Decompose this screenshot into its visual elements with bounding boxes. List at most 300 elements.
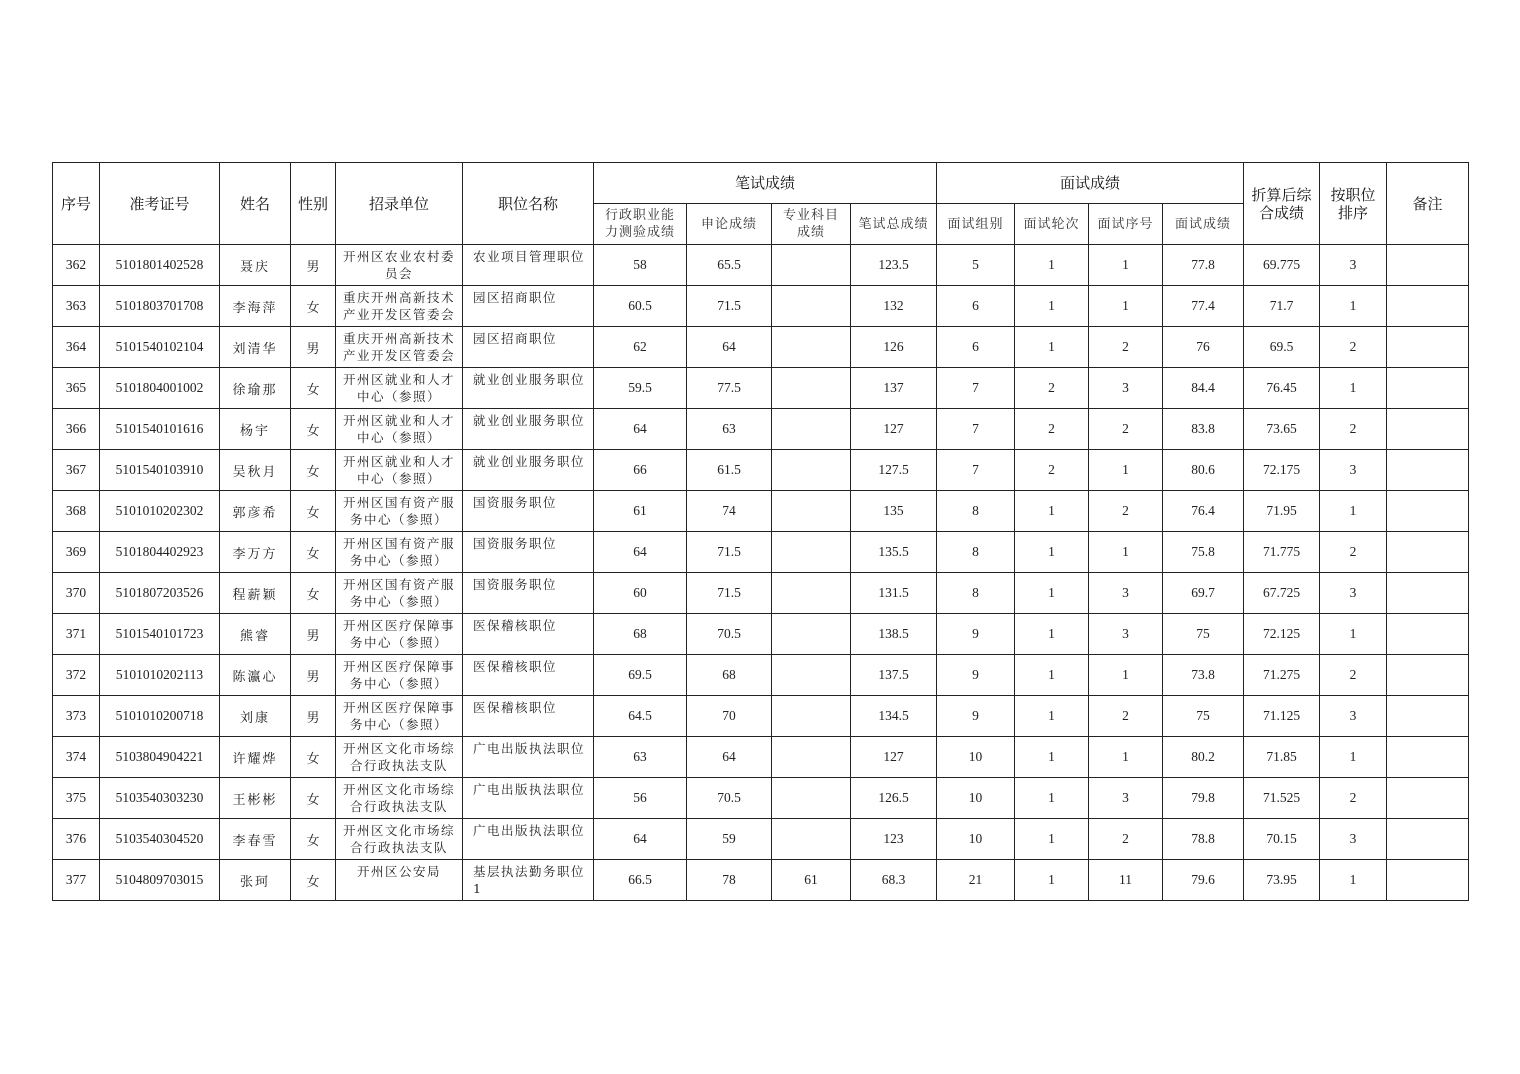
cell-position — [463, 696, 594, 737]
cell-position — [463, 368, 594, 409]
cell-shenlun: 70.5 — [687, 778, 772, 819]
header-exam-id: 准考证号 — [100, 163, 220, 245]
cell-shenlun: 63 — [687, 409, 772, 450]
cell-shenlun: 71.5 — [687, 286, 772, 327]
cell-xingce: 64 — [594, 532, 687, 573]
cell-xingce: 61 — [594, 491, 687, 532]
cell-interview-group: 10 — [937, 819, 1015, 860]
cell-gender: 女 — [291, 409, 336, 450]
cell-shenlun: 64 — [687, 737, 772, 778]
cell-interview-round: 1 — [1015, 860, 1089, 901]
cell-seq: 364 — [53, 327, 100, 368]
cell-interview-order: 1 — [1089, 286, 1163, 327]
header-interview-group: 面试成绩 — [937, 163, 1244, 204]
cell-interview-order: 3 — [1089, 368, 1163, 409]
cell-name: 陈瀛心 — [220, 655, 291, 696]
cell-interview-round: 1 — [1015, 532, 1089, 573]
header-interview-round: 面试轮次 — [1015, 204, 1089, 245]
header-position: 职位名称 — [463, 163, 594, 245]
cell-composite: 76.45 — [1244, 368, 1320, 409]
cell-interview-round: 1 — [1015, 614, 1089, 655]
cell-unit-text: 开州区公安局 — [356, 864, 441, 879]
cell-position-text: 就业创业服务职位 — [473, 454, 586, 469]
cell-exam-id: 5101540101723 — [100, 614, 220, 655]
cell-written-total: 138.5 — [851, 614, 937, 655]
header-interview-score: 面试成绩 — [1163, 204, 1244, 245]
cell-position-text: 国资服务职位 — [473, 495, 558, 510]
table-header — [53, 163, 1469, 245]
cell-zhuanye: 61 — [772, 860, 851, 901]
cell-unit-text: 开州区农业农村委员会 — [342, 249, 455, 281]
cell-rank: 1 — [1320, 860, 1387, 901]
cell-unit — [336, 614, 463, 655]
cell-position-text: 国资服务职位 — [473, 577, 558, 592]
header-seq: 序号 — [53, 163, 100, 245]
cell-remark — [1387, 696, 1469, 737]
cell-shenlun: 61.5 — [687, 450, 772, 491]
cell-interview-order: 2 — [1089, 327, 1163, 368]
cell-remark — [1387, 245, 1469, 286]
cell-interview-round: 1 — [1015, 819, 1089, 860]
cell-unit-text: 开州区国有资产服务中心（参照） — [342, 536, 455, 568]
cell-interview-order: 1 — [1089, 450, 1163, 491]
cell-exam-id: 5103540303230 — [100, 778, 220, 819]
cell-zhuanye — [772, 245, 851, 286]
cell-shenlun: 59 — [687, 819, 772, 860]
cell-written-total: 135.5 — [851, 532, 937, 573]
cell-zhuanye — [772, 409, 851, 450]
cell-interview-score: 84.4 — [1163, 368, 1244, 409]
cell-shenlun: 65.5 — [687, 245, 772, 286]
cell-rank: 3 — [1320, 245, 1387, 286]
cell-zhuanye — [772, 286, 851, 327]
cell-seq: 374 — [53, 737, 100, 778]
table-row — [53, 737, 1469, 778]
cell-remark — [1387, 860, 1469, 901]
cell-unit — [336, 491, 463, 532]
cell-interview-order: 1 — [1089, 532, 1163, 573]
cell-interview-group: 9 — [937, 655, 1015, 696]
header-written-total: 笔试总成绩 — [851, 204, 937, 245]
table-row — [53, 409, 1469, 450]
cell-interview-score: 77.4 — [1163, 286, 1244, 327]
cell-position — [463, 819, 594, 860]
header-remark: 备注 — [1387, 163, 1469, 245]
cell-composite: 71.525 — [1244, 778, 1320, 819]
table-row — [53, 327, 1469, 368]
cell-unit — [336, 696, 463, 737]
cell-exam-id: 5101803701708 — [100, 286, 220, 327]
cell-composite: 72.175 — [1244, 450, 1320, 491]
cell-position-text: 就业创业服务职位 — [473, 413, 586, 428]
cell-zhuanye — [772, 450, 851, 491]
cell-rank: 1 — [1320, 368, 1387, 409]
cell-written-total: 126 — [851, 327, 937, 368]
cell-seq: 372 — [53, 655, 100, 696]
cell-position — [463, 450, 594, 491]
cell-interview-score: 75 — [1163, 696, 1244, 737]
table-row — [53, 614, 1469, 655]
cell-gender: 女 — [291, 286, 336, 327]
cell-interview-order: 2 — [1089, 819, 1163, 860]
cell-position — [463, 860, 594, 901]
cell-shenlun: 71.5 — [687, 573, 772, 614]
cell-interview-group: 21 — [937, 860, 1015, 901]
cell-unit — [336, 573, 463, 614]
cell-written-total: 137.5 — [851, 655, 937, 696]
cell-exam-id: 5101801402528 — [100, 245, 220, 286]
cell-position-text: 医保稽核职位 — [473, 659, 558, 674]
cell-interview-score: 79.6 — [1163, 860, 1244, 901]
cell-rank: 1 — [1320, 491, 1387, 532]
cell-seq: 363 — [53, 286, 100, 327]
cell-unit-text: 开州区文化市场综合行政执法支队 — [342, 823, 455, 855]
cell-name: 程薪颖 — [220, 573, 291, 614]
header-rank: 按职位排序 — [1320, 163, 1387, 245]
cell-shenlun: 68 — [687, 655, 772, 696]
header-xingce: 行政职业能力测验成绩 — [594, 204, 687, 245]
cell-interview-order: 2 — [1089, 696, 1163, 737]
cell-gender: 男 — [291, 327, 336, 368]
cell-gender: 男 — [291, 614, 336, 655]
cell-name: 刘清华 — [220, 327, 291, 368]
cell-rank: 1 — [1320, 286, 1387, 327]
cell-unit — [336, 532, 463, 573]
header-composite: 折算后综合成绩 — [1244, 163, 1320, 245]
cell-remark — [1387, 819, 1469, 860]
cell-xingce: 69.5 — [594, 655, 687, 696]
cell-composite: 70.15 — [1244, 819, 1320, 860]
cell-remark — [1387, 737, 1469, 778]
cell-seq: 365 — [53, 368, 100, 409]
cell-exam-id: 5103804904221 — [100, 737, 220, 778]
cell-name: 王彬彬 — [220, 778, 291, 819]
cell-unit — [336, 655, 463, 696]
cell-unit — [336, 327, 463, 368]
cell-zhuanye — [772, 737, 851, 778]
cell-rank: 2 — [1320, 778, 1387, 819]
cell-remark — [1387, 614, 1469, 655]
cell-written-total: 123.5 — [851, 245, 937, 286]
cell-xingce: 59.5 — [594, 368, 687, 409]
header-unit: 招录单位 — [336, 163, 463, 245]
cell-name: 刘康 — [220, 696, 291, 737]
cell-interview-round: 2 — [1015, 368, 1089, 409]
cell-position — [463, 532, 594, 573]
cell-seq: 366 — [53, 409, 100, 450]
table-row — [53, 450, 1469, 491]
cell-composite: 69.5 — [1244, 327, 1320, 368]
cell-written-total: 132 — [851, 286, 937, 327]
cell-interview-score: 80.2 — [1163, 737, 1244, 778]
cell-shenlun: 70 — [687, 696, 772, 737]
cell-exam-id: 5101540102104 — [100, 327, 220, 368]
cell-position — [463, 327, 594, 368]
cell-interview-score: 69.7 — [1163, 573, 1244, 614]
cell-rank: 3 — [1320, 696, 1387, 737]
cell-composite: 69.775 — [1244, 245, 1320, 286]
cell-rank: 2 — [1320, 532, 1387, 573]
cell-seq: 371 — [53, 614, 100, 655]
cell-interview-group: 9 — [937, 696, 1015, 737]
cell-remark — [1387, 532, 1469, 573]
cell-interview-order: 3 — [1089, 614, 1163, 655]
cell-written-total: 127 — [851, 409, 937, 450]
header-gender: 性别 — [291, 163, 336, 245]
cell-gender: 女 — [291, 368, 336, 409]
cell-interview-group: 8 — [937, 491, 1015, 532]
cell-zhuanye — [772, 614, 851, 655]
cell-composite: 73.95 — [1244, 860, 1320, 901]
cell-interview-order: 1 — [1089, 245, 1163, 286]
cell-interview-group: 10 — [937, 778, 1015, 819]
cell-shenlun: 74 — [687, 491, 772, 532]
cell-unit-text: 开州区文化市场综合行政执法支队 — [342, 782, 455, 814]
cell-seq: 375 — [53, 778, 100, 819]
cell-composite: 71.95 — [1244, 491, 1320, 532]
cell-written-total: 126.5 — [851, 778, 937, 819]
cell-name: 张珂 — [220, 860, 291, 901]
cell-gender: 女 — [291, 737, 336, 778]
cell-interview-score: 83.8 — [1163, 409, 1244, 450]
cell-exam-id: 5101010200718 — [100, 696, 220, 737]
cell-unit — [336, 737, 463, 778]
table-row — [53, 860, 1469, 901]
cell-remark — [1387, 327, 1469, 368]
header-name: 姓名 — [220, 163, 291, 245]
cell-unit-text: 开州区国有资产服务中心（参照） — [342, 577, 455, 609]
cell-interview-order: 3 — [1089, 573, 1163, 614]
cell-interview-round: 2 — [1015, 450, 1089, 491]
cell-xingce: 64 — [594, 409, 687, 450]
cell-shenlun: 64 — [687, 327, 772, 368]
cell-position-text: 广电出版执法职位 — [473, 741, 586, 756]
cell-name: 聂庆 — [220, 245, 291, 286]
cell-remark — [1387, 286, 1469, 327]
cell-interview-order: 11 — [1089, 860, 1163, 901]
cell-xingce: 60.5 — [594, 286, 687, 327]
cell-seq: 376 — [53, 819, 100, 860]
cell-name: 李万方 — [220, 532, 291, 573]
cell-name: 许耀烨 — [220, 737, 291, 778]
cell-interview-group: 5 — [937, 245, 1015, 286]
cell-unit — [336, 409, 463, 450]
cell-remark — [1387, 778, 1469, 819]
cell-name: 徐瑜那 — [220, 368, 291, 409]
table-row — [53, 819, 1469, 860]
cell-interview-group: 6 — [937, 286, 1015, 327]
cell-zhuanye — [772, 368, 851, 409]
cell-exam-id: 5103540304520 — [100, 819, 220, 860]
cell-position — [463, 737, 594, 778]
cell-composite: 71.275 — [1244, 655, 1320, 696]
cell-exam-id: 5101540101616 — [100, 409, 220, 450]
cell-interview-score: 80.6 — [1163, 450, 1244, 491]
cell-interview-score: 75.8 — [1163, 532, 1244, 573]
cell-zhuanye — [772, 778, 851, 819]
cell-rank: 1 — [1320, 737, 1387, 778]
cell-unit — [336, 286, 463, 327]
cell-shenlun: 78 — [687, 860, 772, 901]
cell-position — [463, 778, 594, 819]
cell-interview-score: 75 — [1163, 614, 1244, 655]
cell-written-total: 68.3 — [851, 860, 937, 901]
cell-gender: 女 — [291, 532, 336, 573]
table-row — [53, 368, 1469, 409]
cell-name: 吴秋月 — [220, 450, 291, 491]
cell-unit — [336, 778, 463, 819]
cell-position — [463, 573, 594, 614]
cell-position-text: 园区招商职位 — [473, 290, 558, 305]
cell-xingce: 56 — [594, 778, 687, 819]
cell-unit-text: 开州区就业和人才中心（参照） — [342, 372, 455, 404]
cell-shenlun: 71.5 — [687, 532, 772, 573]
cell-interview-group: 8 — [937, 573, 1015, 614]
cell-gender: 女 — [291, 491, 336, 532]
cell-unit-text: 开州区就业和人才中心（参照） — [342, 413, 455, 445]
cell-gender: 男 — [291, 245, 336, 286]
cell-position-text: 就业创业服务职位 — [473, 372, 586, 387]
cell-written-total: 137 — [851, 368, 937, 409]
cell-gender: 女 — [291, 778, 336, 819]
cell-gender: 女 — [291, 819, 336, 860]
cell-unit-text: 开州区就业和人才中心（参照） — [342, 454, 455, 486]
cell-position — [463, 245, 594, 286]
cell-unit-text: 开州区医疗保障事务中心（参照） — [342, 659, 455, 691]
cell-written-total: 134.5 — [851, 696, 937, 737]
cell-rank: 2 — [1320, 327, 1387, 368]
cell-written-total: 131.5 — [851, 573, 937, 614]
cell-composite: 67.725 — [1244, 573, 1320, 614]
cell-exam-id: 5101807203526 — [100, 573, 220, 614]
cell-interview-group: 7 — [937, 450, 1015, 491]
cell-zhuanye — [772, 491, 851, 532]
cell-position — [463, 409, 594, 450]
score-sheet — [52, 162, 1468, 901]
cell-name: 杨宇 — [220, 409, 291, 450]
cell-exam-id: 5104809703015 — [100, 860, 220, 901]
cell-unit-text: 重庆开州高新技术产业开发区管委会 — [342, 331, 455, 363]
cell-xingce: 68 — [594, 614, 687, 655]
cell-position-text: 国资服务职位 — [473, 536, 558, 551]
header-interview-order: 面试序号 — [1089, 204, 1163, 245]
cell-unit — [336, 819, 463, 860]
cell-interview-order: 1 — [1089, 655, 1163, 696]
cell-name: 李海萍 — [220, 286, 291, 327]
cell-zhuanye — [772, 327, 851, 368]
cell-interview-order: 2 — [1089, 409, 1163, 450]
cell-interview-score: 76.4 — [1163, 491, 1244, 532]
cell-xingce: 63 — [594, 737, 687, 778]
cell-seq: 370 — [53, 573, 100, 614]
cell-composite: 71.7 — [1244, 286, 1320, 327]
cell-interview-group: 7 — [937, 409, 1015, 450]
cell-gender: 女 — [291, 450, 336, 491]
cell-position-text: 医保稽核职位 — [473, 618, 558, 633]
cell-name: 李春雪 — [220, 819, 291, 860]
cell-zhuanye — [772, 573, 851, 614]
cell-remark — [1387, 655, 1469, 696]
cell-remark — [1387, 491, 1469, 532]
cell-xingce: 66.5 — [594, 860, 687, 901]
cell-xingce: 60 — [594, 573, 687, 614]
cell-shenlun: 70.5 — [687, 614, 772, 655]
cell-interview-round: 1 — [1015, 696, 1089, 737]
cell-position — [463, 614, 594, 655]
cell-gender: 女 — [291, 860, 336, 901]
cell-interview-order: 3 — [1089, 778, 1163, 819]
cell-seq: 368 — [53, 491, 100, 532]
cell-unit — [336, 860, 463, 901]
cell-interview-round: 1 — [1015, 245, 1089, 286]
cell-rank: 3 — [1320, 819, 1387, 860]
cell-zhuanye — [772, 532, 851, 573]
cell-position-text: 医保稽核职位 — [473, 700, 558, 715]
cell-xingce: 66 — [594, 450, 687, 491]
cell-gender: 男 — [291, 696, 336, 737]
table-row — [53, 532, 1469, 573]
cell-remark — [1387, 368, 1469, 409]
cell-interview-round: 1 — [1015, 286, 1089, 327]
header-written-group: 笔试成绩 — [594, 163, 937, 204]
cell-composite: 71.775 — [1244, 532, 1320, 573]
cell-interview-group: 7 — [937, 368, 1015, 409]
cell-shenlun: 77.5 — [687, 368, 772, 409]
header-shenlun: 申论成绩 — [687, 204, 772, 245]
cell-unit-text: 开州区文化市场综合行政执法支队 — [342, 741, 455, 773]
cell-rank: 1 — [1320, 614, 1387, 655]
cell-composite: 73.65 — [1244, 409, 1320, 450]
cell-zhuanye — [772, 819, 851, 860]
cell-interview-round: 1 — [1015, 778, 1089, 819]
cell-xingce: 62 — [594, 327, 687, 368]
cell-interview-round: 1 — [1015, 491, 1089, 532]
cell-interview-round: 2 — [1015, 409, 1089, 450]
cell-exam-id: 5101540103910 — [100, 450, 220, 491]
cell-interview-round: 1 — [1015, 573, 1089, 614]
cell-written-total: 127.5 — [851, 450, 937, 491]
cell-position — [463, 286, 594, 327]
table-row — [53, 655, 1469, 696]
cell-gender: 男 — [291, 655, 336, 696]
cell-written-total: 123 — [851, 819, 937, 860]
cell-position-text: 基层执法勤务职位1 — [473, 864, 586, 896]
cell-unit — [336, 368, 463, 409]
cell-unit — [336, 450, 463, 491]
cell-interview-group: 10 — [937, 737, 1015, 778]
table-row — [53, 491, 1469, 532]
cell-seq: 373 — [53, 696, 100, 737]
cell-interview-score: 79.8 — [1163, 778, 1244, 819]
cell-zhuanye — [772, 696, 851, 737]
cell-name: 郭彦希 — [220, 491, 291, 532]
cell-unit — [336, 245, 463, 286]
cell-interview-order: 2 — [1089, 491, 1163, 532]
cell-position-text: 广电出版执法职位 — [473, 823, 586, 838]
table-row — [53, 696, 1469, 737]
cell-interview-order: 1 — [1089, 737, 1163, 778]
cell-position-text: 广电出版执法职位 — [473, 782, 586, 797]
table-row — [53, 286, 1469, 327]
cell-interview-group: 8 — [937, 532, 1015, 573]
cell-zhuanye — [772, 655, 851, 696]
table-row — [53, 245, 1469, 286]
cell-rank: 2 — [1320, 409, 1387, 450]
cell-written-total: 127 — [851, 737, 937, 778]
cell-composite: 71.125 — [1244, 696, 1320, 737]
cell-remark — [1387, 450, 1469, 491]
cell-position-text: 农业项目管理职位 — [473, 249, 586, 264]
